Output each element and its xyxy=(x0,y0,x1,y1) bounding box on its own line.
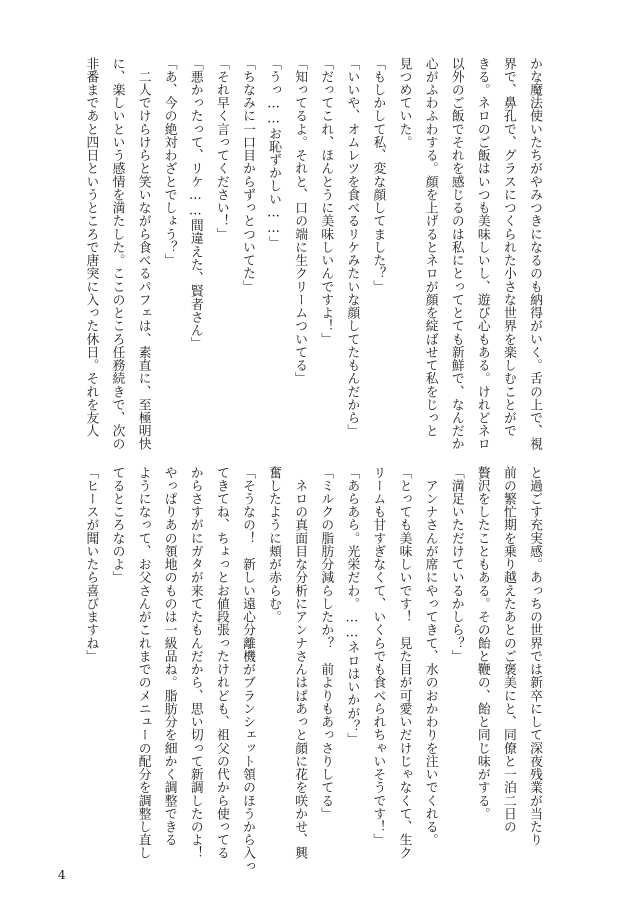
text-line: 「だってこれ、ほんとうに美味しいんですよ！」 xyxy=(318,57,334,346)
text-line: 「もしかして私、変な顔してました？」 xyxy=(370,57,386,294)
text-line: 奮したように頬が赤らむ。 xyxy=(266,466,282,624)
text-line: 「そうなの！ 新しい遠心分離機がブランシェット領のほうから入っ xyxy=(239,466,255,873)
text-line: 非番まであと四日というところで唐突に入った休日。それを友人 xyxy=(83,57,99,438)
text-line: と過ごす充実感。あっちの世界では新卒にして深夜残業が当たり xyxy=(527,466,542,847)
text-line: 以外のご飯でそれを感じるのは私にとってとても新鮮で、なんだか xyxy=(448,57,464,451)
text-line: ようになって、お父さんがこれまでのメニューの配分を調整し直し xyxy=(135,466,151,860)
text-line: 前の繁忙期を乗り越えたあとのご褒美にと、同僚と一泊二日の xyxy=(500,466,516,834)
text-line: 「それ早く言ってください！」 xyxy=(213,57,229,241)
text-line: リームも甘すぎなくて、いくらでも食べられちゃいそうです！」 xyxy=(370,466,386,847)
text-line: かな魔法使いたちがやみつきになるのも納得がいく。舌の上で、視 xyxy=(527,57,542,451)
text-line: アンナさんが席にやってきて、水のおかわりを注いでくれる。 xyxy=(422,466,438,847)
text-line: 「とっても美味しいです！ 見た目が可愛いだけじゃなくて、生ク xyxy=(396,466,412,860)
text-line: からさすがにガタが来てたもんだから、思い切って新調したのよ！ xyxy=(187,466,203,860)
upper-text-block xyxy=(75,57,547,451)
text-line: 心がふわふわする。顔を上げるとネロが顔を綻ばせて私をじっと xyxy=(422,57,438,438)
lower-text-block xyxy=(75,466,547,873)
page-number: 4 xyxy=(58,868,66,882)
text-line: きる。ネロのご飯はいつも美味しいし、遊び心もある。けれどネロ xyxy=(474,57,490,451)
text-line: 「うっ……お恥ずかしい……」 xyxy=(266,57,282,250)
text-line: ネロの真面目な分析にアンナさんはぱあっと顔に花を咲かせ、興 xyxy=(292,466,308,860)
text-line: 贅沢をしたこともある。その飴と鞭の、飴と同じ味がする。 xyxy=(474,466,490,821)
text-line: てきてね、ちょっとお値段張ったけれども、祖父の代から使ってる xyxy=(213,466,229,860)
text-line: 界で、鼻孔で、グラスにつくられた小さな世界を楽しむことがで xyxy=(500,57,516,438)
text-line: やっぱりあの領地のものは一級品ね。脂肪分を細かく調整できる xyxy=(161,466,177,847)
text-line: に、楽しいという感情を満たした。ここのところ任務続きで、次の xyxy=(109,57,125,451)
text-line: 見つめていた。 xyxy=(396,57,412,149)
text-line: 「あらあら。光栄だわ。……ネロはいかが？」 xyxy=(344,466,360,746)
text-line: 「いいや、オムレツを食べるリケみたいな顔してたもんだから」 xyxy=(344,57,360,438)
text-line: てるところなのよ」 xyxy=(109,466,125,585)
text-line: 「ちなみに一口目からずっとついてた」 xyxy=(239,57,255,294)
text-line: 「ヒースが聞いたら喜びますね」 xyxy=(83,466,99,663)
text-line: 二人でけらけらと笑いながら食べるパフェは、素直に、至極明快 xyxy=(135,57,151,451)
text-line: 「悪かったって、リケ……間違えた、賢者さん」 xyxy=(187,57,203,351)
text-line: 「知ってるよ。それと、口の端に生クリームついてる」 xyxy=(292,57,308,385)
text-line: 「あ、今の絶対わざとでしょう？」 xyxy=(161,57,177,267)
text-line: 「満足いただけているかしら？」 xyxy=(448,466,464,663)
text-line: 「ミルクの脂肪分減らしたか？ 前よりもあっさりしてる」 xyxy=(318,466,334,821)
